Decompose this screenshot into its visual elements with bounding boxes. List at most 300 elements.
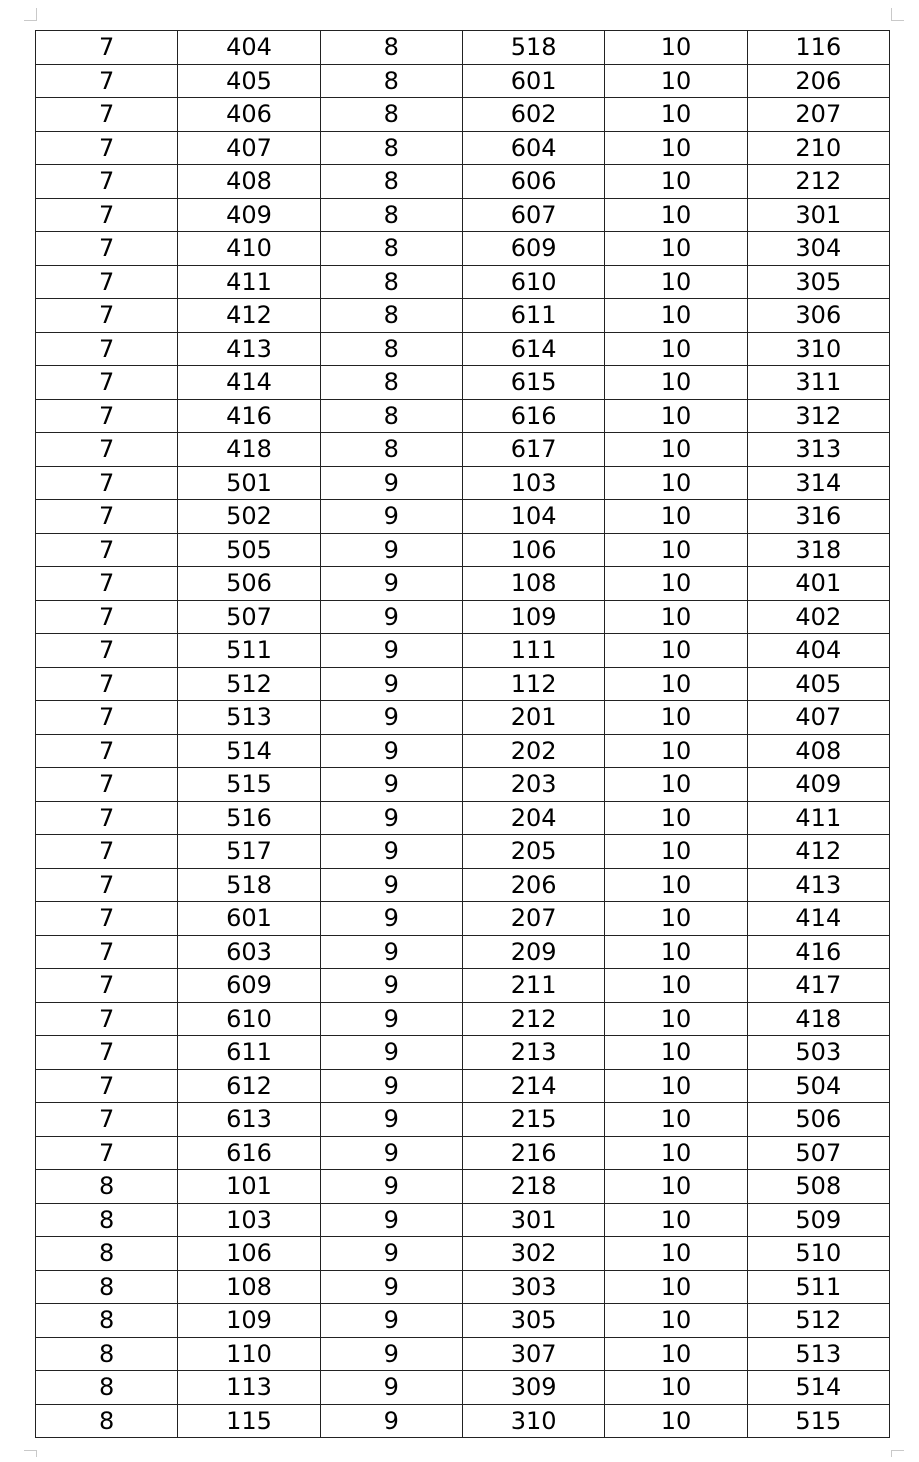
table-cell: 405 [178,64,320,98]
table-cell: 9 [320,1371,462,1405]
table-cell: 413 [178,332,320,366]
table-cell: 7 [36,165,178,199]
table-cell: 8 [36,1237,178,1271]
table-cell: 10 [605,433,747,467]
table-cell: 501 [178,466,320,500]
table-cell: 7 [36,433,178,467]
table-cell: 10 [605,734,747,768]
table-cell: 115 [178,1404,320,1438]
table-cell: 10 [605,567,747,601]
table-cell: 7 [36,1069,178,1103]
table-row [36,198,890,232]
table-cell: 307 [462,1337,604,1371]
table-row [36,232,890,266]
table-cell: 214 [462,1069,604,1103]
table-cell: 507 [747,1136,889,1170]
table-cell: 8 [36,1270,178,1304]
table-cell: 10 [605,98,747,132]
table-cell: 10 [605,466,747,500]
table-cell: 7 [36,366,178,400]
table-cell: 7 [36,969,178,1003]
table-row [36,31,890,65]
table-cell: 7 [36,399,178,433]
table-cell: 216 [462,1136,604,1170]
table-cell: 511 [178,634,320,668]
table-cell: 10 [605,969,747,1003]
table-cell: 305 [462,1304,604,1338]
table-cell: 10 [605,265,747,299]
table-cell: 601 [462,64,604,98]
table-cell: 7 [36,31,178,65]
table-cell: 7 [36,768,178,802]
table-cell: 314 [747,466,889,500]
table-cell: 504 [747,1069,889,1103]
table-cell: 7 [36,232,178,266]
table-cell: 611 [178,1036,320,1070]
table-cell: 408 [747,734,889,768]
table-body [36,31,890,1438]
table-cell: 7 [36,265,178,299]
table-row [36,935,890,969]
table-cell: 218 [462,1170,604,1204]
table-cell: 207 [747,98,889,132]
table-cell: 310 [747,332,889,366]
table-cell: 10 [605,232,747,266]
table-cell: 411 [747,801,889,835]
table-cell: 8 [320,165,462,199]
page-corner-mark-top-right [891,8,904,21]
table-cell: 10 [605,500,747,534]
table-cell: 513 [178,701,320,735]
table-cell: 104 [462,500,604,534]
table-cell: 8 [320,64,462,98]
table-cell: 9 [320,701,462,735]
table-cell: 8 [320,131,462,165]
table-cell: 10 [605,399,747,433]
table-cell: 301 [747,198,889,232]
table-cell: 7 [36,500,178,534]
table-cell: 10 [605,131,747,165]
table-cell: 412 [178,299,320,333]
table-cell: 7 [36,634,178,668]
table-cell: 411 [178,265,320,299]
table-cell: 7 [36,64,178,98]
table-row [36,1371,890,1405]
table-cell: 10 [605,801,747,835]
table-row [36,366,890,400]
table-cell: 7 [36,734,178,768]
table-cell: 7 [36,567,178,601]
table-cell: 10 [605,634,747,668]
table-cell: 407 [747,701,889,735]
table-cell: 9 [320,1203,462,1237]
table-cell: 514 [178,734,320,768]
table-row [36,1404,890,1438]
table-cell: 302 [462,1237,604,1271]
table-cell: 9 [320,1170,462,1204]
table-cell: 617 [462,433,604,467]
table-cell: 9 [320,1036,462,1070]
table-cell: 318 [747,533,889,567]
table-cell: 7 [36,198,178,232]
table-cell: 111 [462,634,604,668]
table-cell: 303 [462,1270,604,1304]
table-row [36,1237,890,1271]
table-cell: 9 [320,533,462,567]
table-cell: 8 [36,1371,178,1405]
table-cell: 10 [605,1002,747,1036]
table-cell: 116 [747,31,889,65]
table-cell: 10 [605,533,747,567]
table-cell: 204 [462,801,604,835]
table-row [36,265,890,299]
table-cell: 611 [462,299,604,333]
table-cell: 9 [320,567,462,601]
table-cell: 10 [605,1170,747,1204]
table-cell: 616 [462,399,604,433]
table-cell: 9 [320,1002,462,1036]
table-cell: 8 [36,1337,178,1371]
table-cell: 417 [747,969,889,1003]
table-cell: 206 [462,868,604,902]
table-cell: 506 [747,1103,889,1137]
table-row [36,902,890,936]
table-cell: 606 [462,165,604,199]
table-cell: 402 [747,600,889,634]
table-cell: 113 [178,1371,320,1405]
table-cell: 108 [178,1270,320,1304]
table-cell: 9 [320,600,462,634]
table-cell: 10 [605,31,747,65]
table-cell: 514 [747,1371,889,1405]
table-cell: 414 [747,902,889,936]
table-row [36,868,890,902]
table-cell: 9 [320,466,462,500]
table-cell: 418 [178,433,320,467]
table-cell: 615 [462,366,604,400]
table-cell: 9 [320,868,462,902]
table-cell: 210 [747,131,889,165]
table-cell: 9 [320,634,462,668]
table-cell: 10 [605,64,747,98]
table-cell: 10 [605,198,747,232]
table-cell: 609 [462,232,604,266]
table-cell: 101 [178,1170,320,1204]
table-cell: 10 [605,1036,747,1070]
table-cell: 7 [36,1103,178,1137]
table-cell: 9 [320,801,462,835]
table-cell: 10 [605,165,747,199]
table-cell: 10 [605,366,747,400]
table-row [36,1136,890,1170]
table-cell: 212 [747,165,889,199]
table-cell: 511 [747,1270,889,1304]
table-cell: 10 [605,1203,747,1237]
table-cell: 7 [36,868,178,902]
page-corner-mark-bottom-left [24,1450,37,1457]
table-cell: 7 [36,131,178,165]
table-cell: 502 [178,500,320,534]
table-row [36,600,890,634]
table-cell: 10 [605,1270,747,1304]
table-cell: 405 [747,667,889,701]
table-cell: 516 [178,801,320,835]
table-cell: 9 [320,902,462,936]
table-cell: 206 [747,64,889,98]
table-cell: 10 [605,768,747,802]
table-row [36,634,890,668]
table-cell: 209 [462,935,604,969]
table-row [36,1270,890,1304]
table-cell: 10 [605,1069,747,1103]
table-cell: 9 [320,1337,462,1371]
table-row [36,1002,890,1036]
table-cell: 7 [36,600,178,634]
table-row [36,801,890,835]
table-cell: 201 [462,701,604,735]
table-row [36,433,890,467]
table-row [36,1304,890,1338]
table-cell: 10 [605,835,747,869]
table-cell: 9 [320,935,462,969]
table-cell: 310 [462,1404,604,1438]
table-cell: 7 [36,667,178,701]
table-cell: 7 [36,533,178,567]
table-cell: 610 [178,1002,320,1036]
table-cell: 8 [320,31,462,65]
table-cell: 205 [462,835,604,869]
table-row [36,768,890,802]
table-row [36,131,890,165]
table-cell: 604 [462,131,604,165]
table-cell: 616 [178,1136,320,1170]
table-cell: 607 [462,198,604,232]
table-cell: 7 [36,1136,178,1170]
table-cell: 401 [747,567,889,601]
table-cell: 9 [320,1270,462,1304]
table-cell: 9 [320,734,462,768]
table-cell: 7 [36,835,178,869]
table-cell: 305 [747,265,889,299]
table-cell: 9 [320,500,462,534]
table-cell: 10 [605,299,747,333]
table-row [36,98,890,132]
table-cell: 8 [320,433,462,467]
table-cell: 515 [178,768,320,802]
table-cell: 9 [320,1069,462,1103]
table-cell: 8 [36,1304,178,1338]
table-cell: 7 [36,1036,178,1070]
table-cell: 10 [605,600,747,634]
table-row [36,299,890,333]
table-cell: 518 [462,31,604,65]
table-cell: 8 [320,265,462,299]
table-row [36,1069,890,1103]
table-cell: 7 [36,1002,178,1036]
table-cell: 311 [747,366,889,400]
table-cell: 309 [462,1371,604,1405]
table-cell: 7 [36,902,178,936]
table-row [36,835,890,869]
table-cell: 10 [605,1136,747,1170]
table-cell: 602 [462,98,604,132]
table-cell: 109 [462,600,604,634]
table-cell: 9 [320,1404,462,1438]
table-cell: 106 [178,1237,320,1271]
table-cell: 7 [36,98,178,132]
table-cell: 410 [178,232,320,266]
table-cell: 9 [320,1136,462,1170]
table-cell: 9 [320,1237,462,1271]
table-cell: 8 [320,399,462,433]
table-row [36,466,890,500]
table-cell: 10 [605,1237,747,1271]
table-cell: 408 [178,165,320,199]
table-cell: 9 [320,969,462,1003]
table-cell: 9 [320,835,462,869]
table-cell: 510 [747,1237,889,1271]
table-cell: 207 [462,902,604,936]
table-cell: 613 [178,1103,320,1137]
table-cell: 8 [36,1170,178,1204]
table-cell: 10 [605,902,747,936]
table-row [36,1203,890,1237]
table-cell: 506 [178,567,320,601]
table-row [36,165,890,199]
table-cell: 10 [605,1404,747,1438]
table-cell: 10 [605,667,747,701]
table-cell: 518 [178,868,320,902]
table-cell: 610 [462,265,604,299]
table-row [36,1036,890,1070]
table-row [36,332,890,366]
table-cell: 9 [320,1103,462,1137]
table-cell: 10 [605,1103,747,1137]
table-cell: 203 [462,768,604,802]
table-cell: 509 [747,1203,889,1237]
table-cell: 313 [747,433,889,467]
table-cell: 601 [178,902,320,936]
table-cell: 512 [747,1304,889,1338]
table-cell: 10 [605,1337,747,1371]
table-cell: 7 [36,701,178,735]
table-cell: 301 [462,1203,604,1237]
table-cell: 8 [320,232,462,266]
data-table [35,30,890,1438]
table-cell: 603 [178,935,320,969]
table-cell: 103 [178,1203,320,1237]
table-row [36,1103,890,1137]
table-cell: 8 [320,98,462,132]
table-cell: 404 [178,31,320,65]
table-cell: 517 [178,835,320,869]
table-cell: 416 [178,399,320,433]
table-cell: 10 [605,332,747,366]
table-cell: 418 [747,1002,889,1036]
table-cell: 515 [747,1404,889,1438]
table-cell: 211 [462,969,604,1003]
table-cell: 8 [320,366,462,400]
table-cell: 414 [178,366,320,400]
table-row [36,500,890,534]
table-cell: 508 [747,1170,889,1204]
table-cell: 612 [178,1069,320,1103]
table-cell: 409 [747,768,889,802]
table-cell: 513 [747,1337,889,1371]
table-cell: 306 [747,299,889,333]
table-row [36,1337,890,1371]
table-cell: 7 [36,299,178,333]
table-row [36,701,890,735]
table-row [36,667,890,701]
table-cell: 103 [462,466,604,500]
table-cell: 316 [747,500,889,534]
table-cell: 409 [178,198,320,232]
table-row [36,399,890,433]
table-cell: 212 [462,1002,604,1036]
table-cell: 503 [747,1036,889,1070]
table-cell: 106 [462,533,604,567]
table-cell: 213 [462,1036,604,1070]
table-row [36,969,890,1003]
table-cell: 406 [178,98,320,132]
table-cell: 507 [178,600,320,634]
table-cell: 10 [605,1371,747,1405]
table-cell: 407 [178,131,320,165]
table-cell: 9 [320,667,462,701]
table-cell: 304 [747,232,889,266]
table-cell: 8 [320,198,462,232]
table-row [36,1170,890,1204]
table-cell: 10 [605,935,747,969]
table-cell: 412 [747,835,889,869]
table-cell: 614 [462,332,604,366]
table-cell: 109 [178,1304,320,1338]
table-cell: 110 [178,1337,320,1371]
table-cell: 609 [178,969,320,1003]
table-cell: 8 [320,299,462,333]
table-cell: 505 [178,533,320,567]
table-cell: 215 [462,1103,604,1137]
table-cell: 10 [605,1304,747,1338]
table-cell: 108 [462,567,604,601]
table-cell: 10 [605,868,747,902]
page-corner-mark-top-left [24,8,37,21]
table-cell: 10 [605,701,747,735]
table-cell: 8 [320,332,462,366]
table-cell: 202 [462,734,604,768]
table-cell: 9 [320,1304,462,1338]
table-cell: 9 [320,768,462,802]
table-row [36,567,890,601]
table-row [36,533,890,567]
table-cell: 312 [747,399,889,433]
table-cell: 512 [178,667,320,701]
table-cell: 8 [36,1203,178,1237]
table-cell: 7 [36,935,178,969]
table-cell: 413 [747,868,889,902]
table-cell: 8 [36,1404,178,1438]
table-cell: 404 [747,634,889,668]
table-cell: 416 [747,935,889,969]
table-cell: 7 [36,332,178,366]
table-cell: 112 [462,667,604,701]
table-row [36,734,890,768]
table-row [36,64,890,98]
table-cell: 7 [36,466,178,500]
table-cell: 7 [36,801,178,835]
page-corner-mark-bottom-right [891,1450,904,1457]
